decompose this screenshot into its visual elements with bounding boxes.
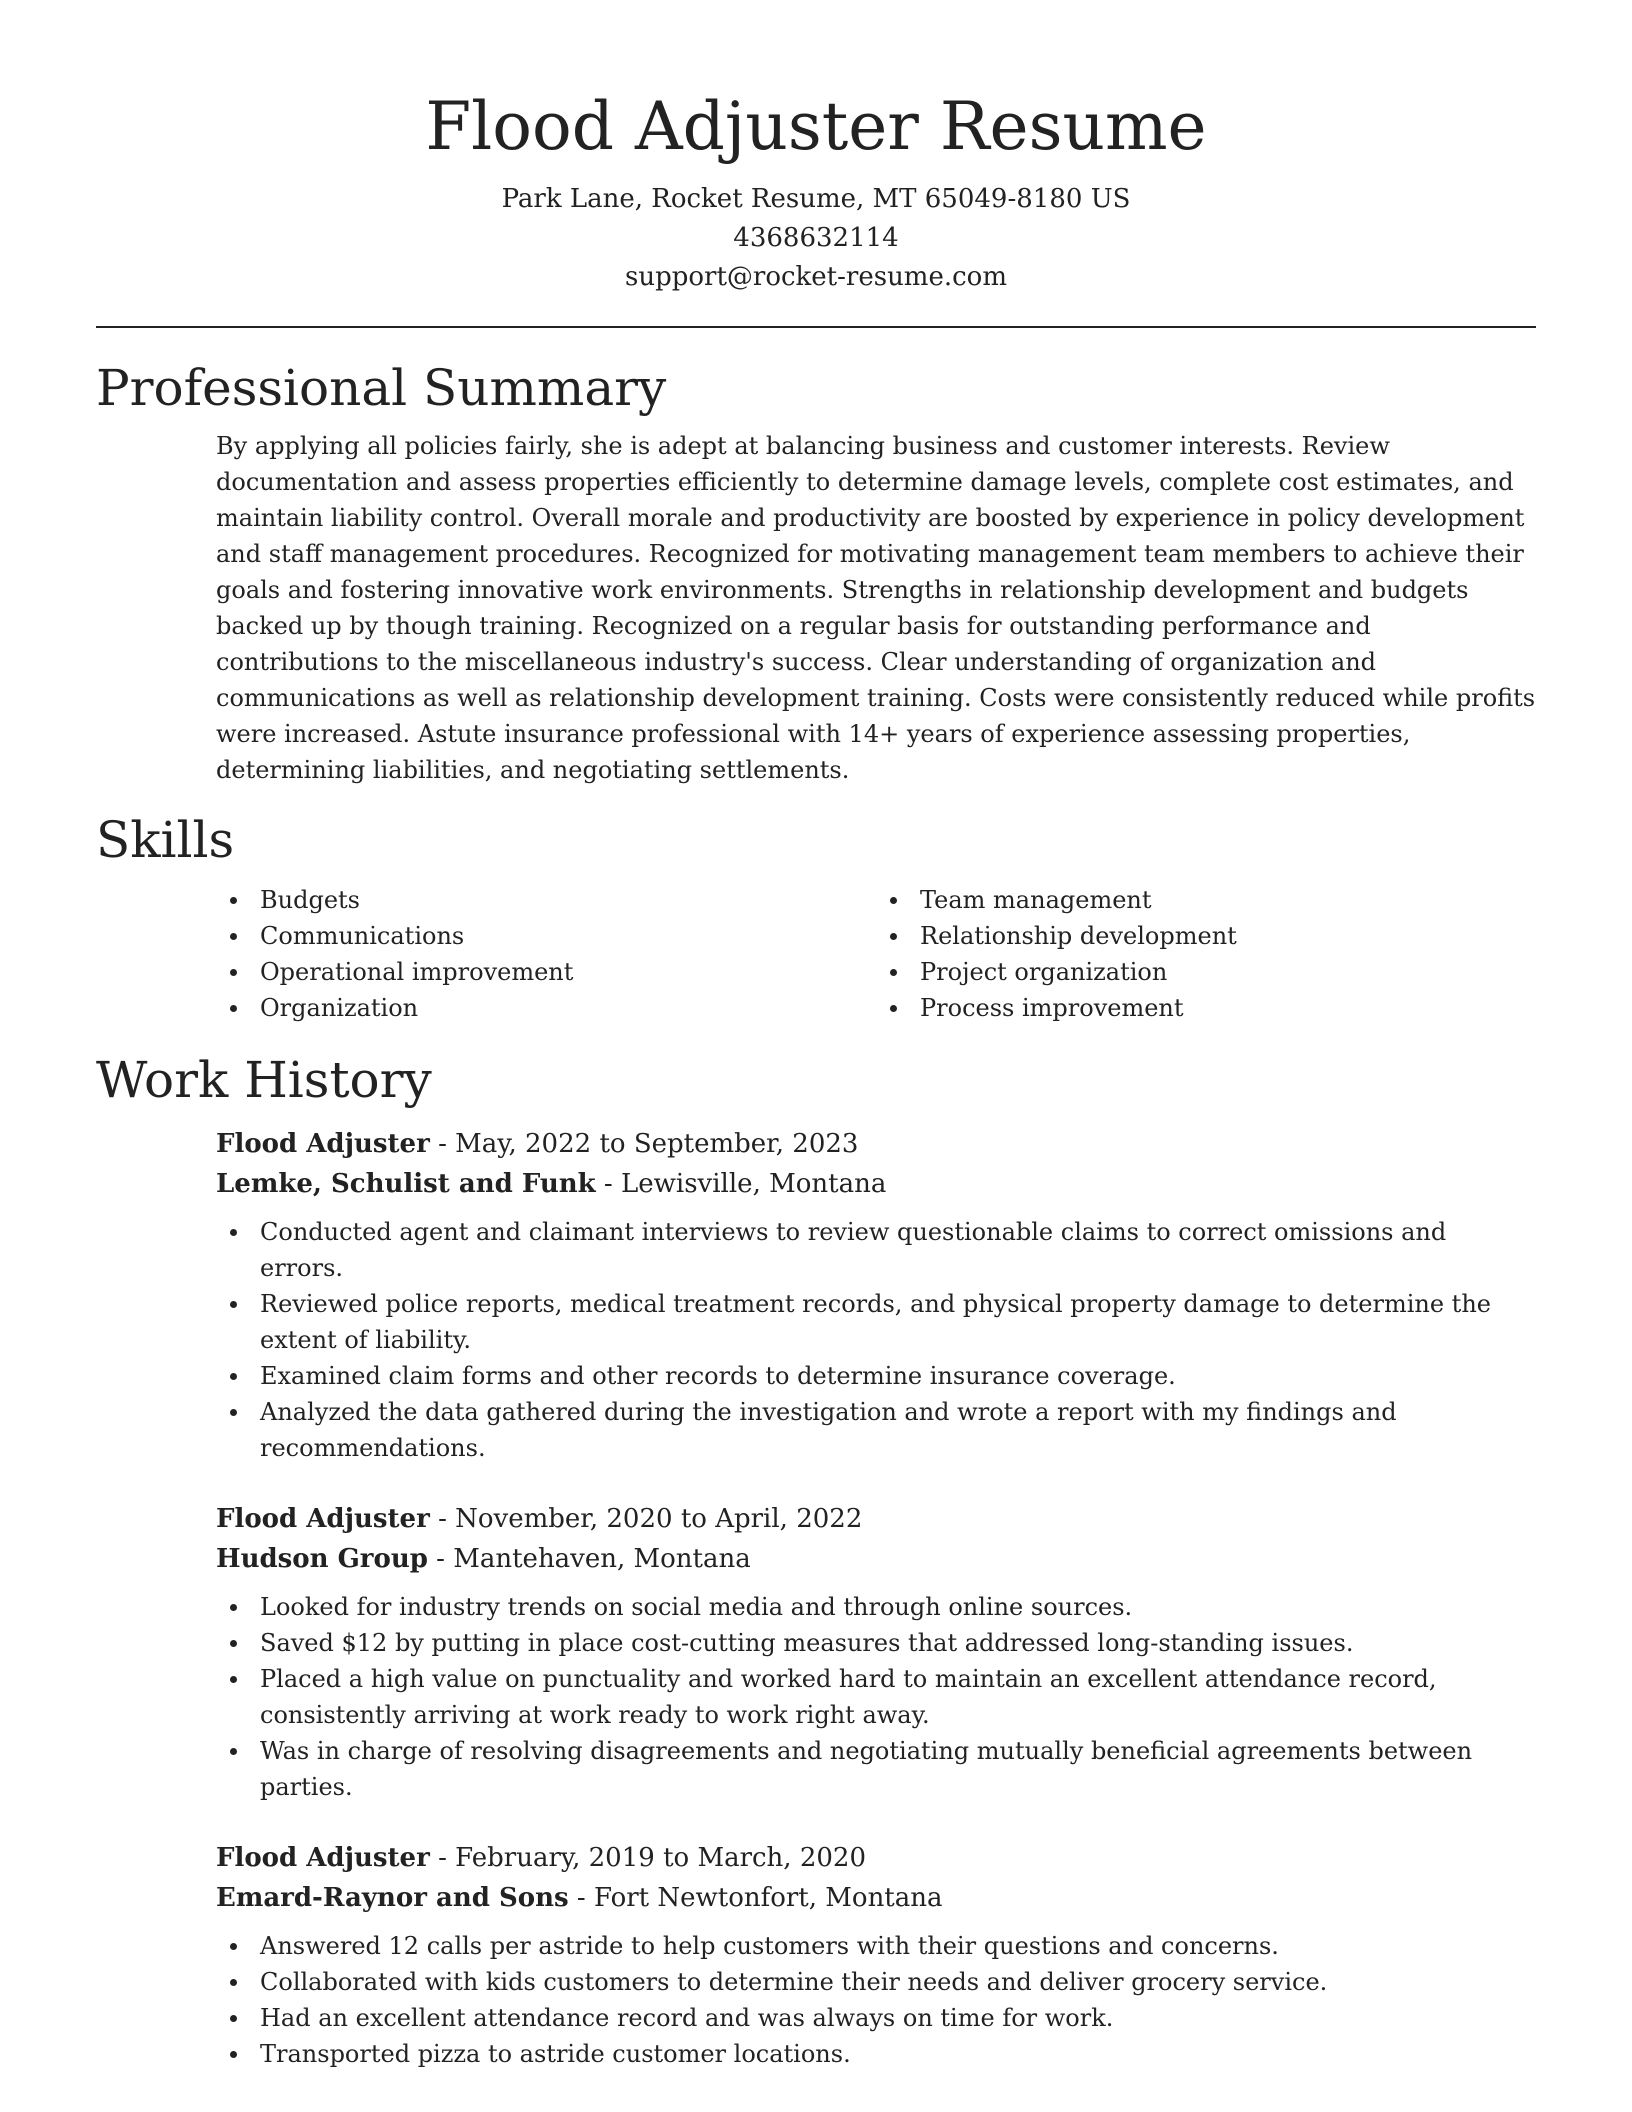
summary-heading: Professional Summary (96, 359, 667, 417)
job-bullet: Had an excellent attendance record and was always on time for work. (260, 2000, 1536, 2036)
job-bullet: Examined claim forms and other records to determine insurance coverage. (260, 1358, 1536, 1394)
skill-item: Project organization (920, 954, 1536, 990)
skills-column-right (876, 882, 1536, 1026)
resume-header (96, 0, 1536, 297)
resume-page (96, 0, 1536, 2072)
job-title-line (216, 1124, 1536, 1164)
work-history-section (96, 1048, 1536, 2072)
job-bullets (216, 1928, 1536, 2072)
job-company: Emard-Raynor and Sons (216, 1883, 569, 1913)
job-entry (216, 1499, 1536, 1805)
header-divider (96, 326, 1536, 328)
summary-section (96, 356, 1536, 788)
job-entry (216, 1838, 1536, 2072)
job-bullet: Conducted agent and claimant interviews to review questionable claims to correct omissions and errors. (260, 1214, 1536, 1286)
job-role: Flood Adjuster (216, 1129, 430, 1159)
job-bullet: Placed a high value on punctuality and worked hard to maintain an excellent attendance record, consistently arriving at work ready to work right away. (260, 1661, 1536, 1733)
skill-item: Operational improvement (260, 954, 876, 990)
work-history-heading: Work History (96, 1051, 432, 1109)
job-bullet: Transported pizza to astride customer locations. (260, 2036, 1536, 2072)
skill-item: Organization (260, 990, 876, 1026)
job-bullets (216, 1214, 1536, 1466)
job-bullet: Collaborated with kids customers to determine their needs and deliver grocery service. (260, 1964, 1536, 2000)
job-bullet: Analyzed the data gathered during the investigation and wrote a report with my findings and recommendations. (260, 1394, 1536, 1466)
job-role: Flood Adjuster (216, 1843, 430, 1873)
job-location: - Mantehaven, Montana (427, 1544, 751, 1574)
skills-column-left (216, 882, 876, 1026)
skill-item: Team management (920, 882, 1536, 918)
skill-item: Communications (260, 918, 876, 954)
job-role: Flood Adjuster (216, 1504, 430, 1534)
skill-item: Relationship development (920, 918, 1536, 954)
job-dates: - November, 2020 to April, 2022 (429, 1504, 863, 1534)
contact-phone: 4368632114 (733, 223, 899, 253)
job-location: - Fort Newtonfort, Montana (568, 1883, 943, 1913)
job-bullet: Looked for industry trends on social media and through online sources. (260, 1589, 1536, 1625)
job-entry (216, 1124, 1536, 1466)
skills-heading: Skills (96, 811, 235, 869)
skills-section (96, 808, 1536, 1026)
job-title-line (216, 1838, 1536, 1878)
job-dates: - February, 2019 to March, 2020 (429, 1843, 866, 1873)
job-bullet: Answered 12 calls per astride to help customers with their questions and concerns. (260, 1928, 1536, 1964)
job-company: Hudson Group (216, 1544, 428, 1574)
job-company-line (216, 1164, 1536, 1204)
contact-address: Park Lane, Rocket Resume, MT 65049-8180 US (501, 184, 1131, 214)
job-company-line (216, 1878, 1536, 1918)
job-bullets (216, 1589, 1536, 1805)
job-bullet: Reviewed police reports, medical treatment records, and physical property damage to determine the extent of liability. (260, 1286, 1536, 1358)
job-company-line (216, 1539, 1536, 1579)
job-title-line (216, 1499, 1536, 1539)
contact-info (96, 180, 1536, 297)
skill-item: Budgets (260, 882, 876, 918)
job-dates: - May, 2022 to September, 2023 (429, 1129, 859, 1159)
summary-text: By applying all policies fairly, she is adept at balancing business and customer interests. Review documentation and assess properties efficiently to determine damage levels, complete cost estimates, and maintain liability control. Overall morale and productivity are boosted by experience in policy development and staff management procedures. Recognized for motivating management team members to achieve their goals and fostering innovative work environments. Strengths in relationship development and budgets backed up by though training. Recognized on a regular basis for outstanding performance and contributions to the miscellaneous industry's success. Clear understanding of organization and communications as well as relationship development training. Costs were consistently reduced while profits were increased. Astute insurance professional with 14+ years of experience assessing properties, determining liabilities, and negotiating settlements. (216, 432, 1536, 784)
resume-title: Flood Adjuster Resume (425, 88, 1207, 165)
skill-item: Process improvement (920, 990, 1536, 1026)
job-bullet: Was in charge of resolving disagreements and negotiating mutually beneficial agreements between parties. (260, 1733, 1536, 1805)
contact-email: support@rocket-resume.com (624, 262, 1007, 292)
job-bullet: Saved $12 by putting in place cost-cutting measures that addressed long-standing issues. (260, 1625, 1536, 1661)
job-company: Lemke, Schulist and Funk (216, 1169, 596, 1199)
skills-grid (216, 882, 1536, 1026)
job-location: - Lewisville, Montana (595, 1169, 887, 1199)
